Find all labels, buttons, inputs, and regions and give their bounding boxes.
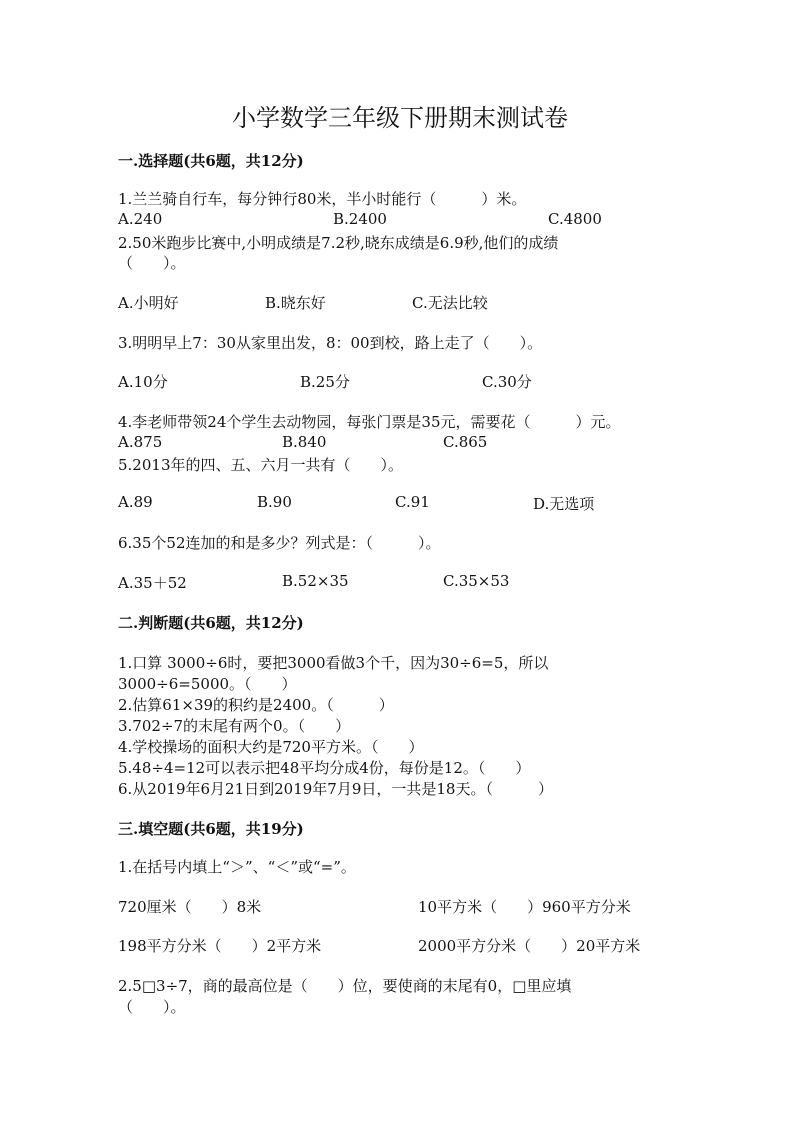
option-c: C.91 — [395, 493, 430, 511]
question-2-cont: （ ）。 — [118, 254, 186, 272]
judge-item: 3.702÷7的末尾有两个0。（ ） — [118, 717, 351, 735]
judge-item: 6.从2019年6月21日到2019年7月9日，一共是18天。（ ） — [118, 780, 553, 798]
option-b: B.90 — [257, 493, 292, 511]
question-4: 4.李老师带领24个学生去动物园，每张门票是35元，需要花（ ）元。 — [118, 413, 621, 431]
fill-question-2-cont: （ ）。 — [118, 998, 186, 1016]
compare-item: 10平方米（ ）960平方分米 — [418, 898, 631, 916]
question-2: 2.50米跑步比赛中,小明成绩是7.2秒,晓东成绩是6.9秒,他们的成绩 — [118, 234, 559, 252]
option-c: C.35×53 — [443, 572, 510, 590]
judge-item: 3000÷6=5000。（ ） — [118, 675, 297, 693]
option-d: D.无选项 — [533, 495, 595, 513]
option-c: C.4800 — [548, 210, 602, 228]
fill-question-2: 2.5□3÷7，商的最高位是（ ）位，要使商的末尾有0，□里应填 — [118, 977, 572, 995]
question-5: 5.2013年的四、五、六月一共有（ ）。 — [118, 456, 403, 474]
option-c: C.30分 — [482, 373, 532, 391]
option-a: A.10分 — [118, 373, 168, 391]
option-b: B.晓东好 — [265, 294, 326, 312]
option-b: B.840 — [282, 433, 327, 451]
judge-item: 5.48÷4=12可以表示把48平均分成4份，每份是12。（ ） — [118, 759, 531, 777]
option-a: A.875 — [118, 433, 163, 451]
fill-question-1: 1.在括号内填上“＞”、“＜”或“=”。 — [118, 858, 356, 876]
question-1: 1.兰兰骑自行车，每分钟行80米，半小时能行（ ）米。 — [118, 190, 527, 208]
compare-item: 198平方分米（ ）2平方米 — [118, 937, 322, 955]
question-3: 3.明明早上7：30从家里出发，8：00到校，路上走了（ ）。 — [118, 334, 543, 352]
option-a: A.240 — [118, 210, 163, 228]
question-6: 6.35个52连加的和是多少？列式是：（ ）。 — [118, 534, 441, 552]
option-a: A.89 — [118, 493, 153, 511]
option-c: C.865 — [443, 433, 488, 451]
option-b: B.52×35 — [282, 572, 349, 590]
option-a: A.35＋52 — [118, 574, 187, 592]
section-heading-judge: 二.判断题(共6题，共12分) — [118, 614, 304, 632]
option-c: C.无法比较 — [412, 294, 488, 312]
compare-item: 720厘米（ ）8米 — [118, 898, 262, 916]
judge-item: 4.学校操场的面积大约是720平方米。（ ） — [118, 738, 424, 756]
option-b: B.25分 — [300, 373, 350, 391]
option-b: B.2400 — [333, 210, 387, 228]
section-heading-choice: 一.选择题(共6题，共12分) — [118, 152, 304, 170]
page-title: 小学数学三年级下册期末测试卷 — [232, 104, 568, 132]
judge-item: 2.估算61×39的积约是2400。（ ） — [118, 696, 394, 714]
judge-item: 1.口算 3000÷6时，要把3000看做3个千，因为30÷6=5，所以 — [118, 654, 549, 672]
compare-item: 2000平方分米（ ）20平方米 — [418, 937, 641, 955]
option-a: A.小明好 — [118, 294, 179, 312]
section-heading-fill: 三.填空题(共6题，共19分) — [118, 820, 304, 838]
